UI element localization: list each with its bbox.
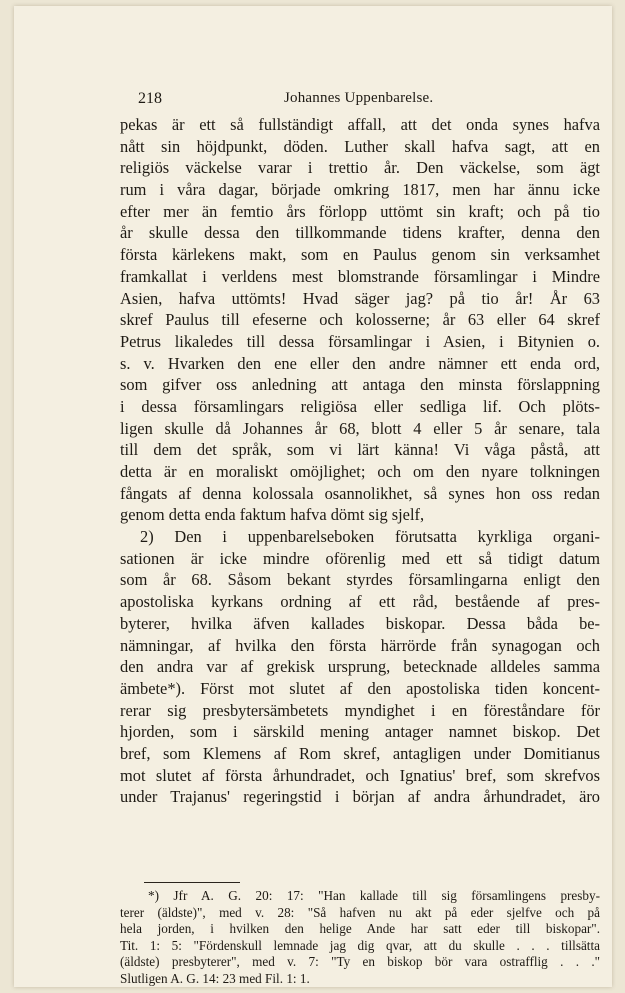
text-line: fångats af denna kolossala osannolikhet, så synes hon oss redan (120, 483, 600, 503)
text-line: som gifver oss anledning att antaga den minsta förslappning (120, 375, 600, 395)
text-line: ligen skulle då Johannes år 68, blott 4 eller 5 år senare, tala (120, 418, 600, 438)
text-line: pekas är ett så fullständigt affall, att det onda synes hafva (120, 115, 600, 134)
text-line: detta är en moraliskt omöjlighet; och om den nyare tolkningen (120, 462, 600, 481)
text-line: sationen är icke mindre oförenlig med ett så tidigt datum (120, 548, 600, 568)
text-line: rerar sig presbytersämbetets myndighet i en föreståndare för (120, 700, 600, 720)
text-line: Asien, hafva uttömts! Hvad säger jag? på tio år! År 63 (120, 288, 600, 308)
footnote-divider (144, 882, 240, 883)
text-line: nämningar, af hvilka den första härrörde från synagogan och (120, 635, 600, 655)
text-line: under Trajanus' regeringstid i början af andra århundradet, äro (120, 787, 600, 807)
page-header (120, 86, 598, 114)
text-line: nått sin höjdpunkt, döden. Luther skall hafva sagt, att en (120, 136, 600, 156)
text-line: i dessa församlingars religiösa eller sedliga lif. Och plöts- (120, 396, 600, 416)
text-line: bref, som Klemens af Rom skref, antagligen under Domitianus (120, 743, 600, 763)
text-line: byterer, hvilka äfven kallades biskopar. Dessa båda be- (120, 613, 600, 633)
text-line: rum i våra dagar, började omkring 1817, men har ännu icke (120, 180, 600, 200)
body-text (120, 114, 600, 808)
footnote-line: (äldste) presbyterer", med v. 7: "Ty en biskop bör vara ostrafflig . . ." (120, 954, 600, 970)
footnote-line: hela jorden, i hvilken den helige Ande har satt eder till biskopar". (120, 921, 600, 937)
text-line: efter mer än femtio års förlopp uttömt sin kraft; och på tio (120, 201, 600, 221)
book-page (14, 6, 612, 987)
text-line: Petrus likaledes till dessa församlingar i Asien, i Bitynien o. (120, 331, 600, 351)
text-line: den andra var af grekisk ursprung, betecknade alldeles samma (120, 657, 600, 677)
text-line: genom detta enda faktum hafva dömt sig sjelf, (120, 505, 425, 525)
text-line: skref Paulus till efeserne och kolosserne; år 63 eller 64 skref (120, 310, 600, 330)
footnote-line: Slutligen A. G. 14: 23 med Fil. 1: 1. (120, 970, 310, 986)
text-line: 2) Den i uppenbarelseboken förutsatta kyrkliga organi- (140, 527, 600, 547)
text-line: som år 68. Såsom bekant styrdes församlingarna enligt den (120, 570, 600, 590)
text-block (120, 86, 600, 986)
text-line: s. v. Hvarken den ene eller den andre nämner ett enda ord, (120, 353, 600, 373)
page-number: 218 (138, 90, 162, 107)
text-line: religiös väckelse varar i trettio år. Den väckelse, som ägt (120, 158, 600, 178)
text-line: apostoliska kyrkans ordning af ett råd, bestående af pres- (120, 592, 600, 612)
running-head: Johannes Uppenbarelse. (284, 90, 434, 106)
text-line: till dem det språk, som vi lärt känna! Vi våga påstå, att (120, 440, 600, 460)
text-line: hjorden, som i särskild mening antager namnet biskop. Det (120, 722, 600, 742)
footnote-line: *) Jfr A. G. 20: 17: "Han kallade till sig församlingens presby- (148, 888, 600, 903)
text-line: första kärlekens makt, som en Paulus genom sin verksamhet (120, 245, 600, 265)
footnotes (120, 888, 600, 988)
footnote-line: terer (äldste)", med v. 28: "Så hafven nu akt på eder sjelfve och på (120, 904, 600, 920)
text-line: ämbete*). Först mot slutet af den apostoliska tiden koncent- (120, 678, 600, 698)
footnote-line: Tit. 1: 5: "Fördenskull lemnade jag dig qvar, att du skulle . . . tillsätta (120, 937, 600, 953)
text-line: år skulle dessa den tillkommande tidens krafter, denna den (120, 223, 600, 243)
text-line: mot slutet af första århundradet, och Ignatius' bref, som skrefvos (120, 765, 600, 785)
text-line: framkallat i verldens mest blomstrande församlingar i Mindre (120, 266, 600, 286)
